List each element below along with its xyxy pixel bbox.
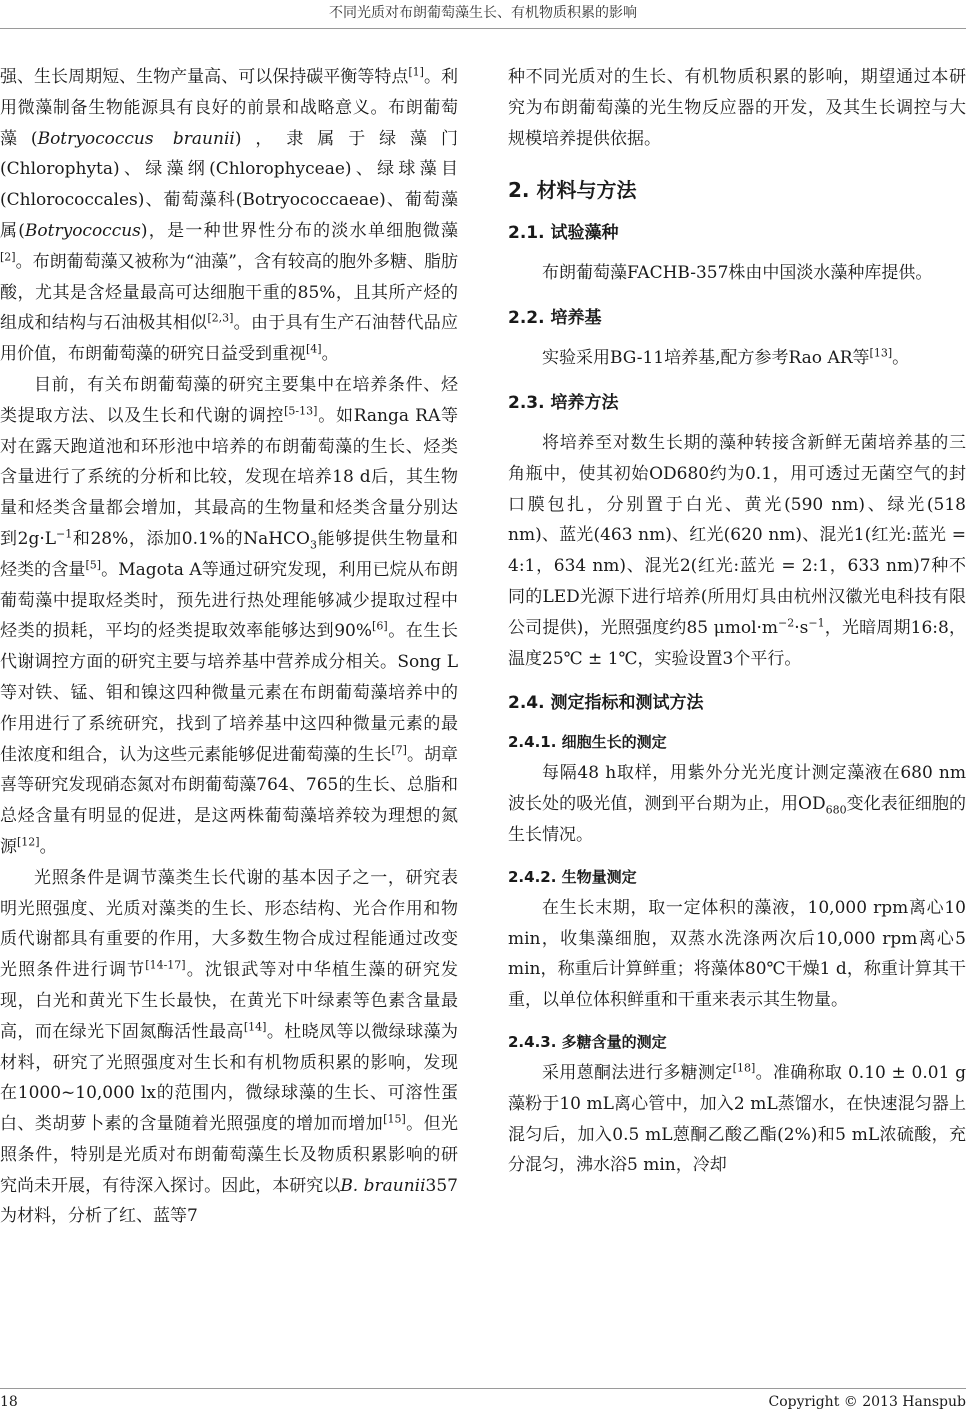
citation: [7]	[391, 742, 407, 756]
text: 。布朗葡萄藻又被称为“油藻”，含有较高的胞外多糖、脂肪酸，尤其是含烃量最高可达细胞干重的85%，且其所产烃的组成和结构与石油极其相似	[0, 251, 458, 334]
text: 能够提供生物量和烃类的含量	[0, 528, 458, 580]
citation: [14-17]	[145, 958, 186, 972]
text: )，是一种世界性分布的淡水单细胞微藻	[140, 220, 458, 241]
text: ，光暗周期16:8，温度25℃ ± 1℃，实验设置3个平行。	[508, 617, 966, 669]
text: 。如Ranga RA等对在露天跑道池和环形池中培养的布朗葡萄藻的生长、烃类含量进行了系统的分析和比较，发现在培养18 d后，其生物量和烃类含量都会增加，其最高的生物量和烃类含量分别达到2g·L	[0, 405, 459, 549]
paragraph-biomass: 在生长末期，取一定体积的藻液，10,000 rpm离心10 min，收集藻细胞，双蒸水洗涤两次后10,000 rpm离心5 min，称重后计算鲜重；将藻体80℃干燥1 d，称重计算其干重，以单位体积鲜重和干重来表示其生物量。	[508, 897, 966, 1011]
citation: [15]	[383, 1112, 406, 1126]
paragraph-intro-2	[0, 370, 458, 863]
species-name: Botryococcus braunii	[37, 128, 235, 149]
text: 。利用微藻制备生物能源具有良好的前景和战略意义。布朗葡萄藻(	[0, 67, 458, 149]
page-footer	[0, 1388, 966, 1413]
citation: [2,3]	[207, 311, 234, 325]
text: ·s	[794, 617, 809, 638]
citation: [13]	[869, 346, 893, 360]
citation: [5-13]	[284, 404, 318, 418]
copyright: Copyright © 2013 Hanspub	[768, 1394, 966, 1410]
text: 目前，有关布朗葡萄藻的研究主要集中在培养条件、烃类提取方法、以及生长和代谢的调控	[0, 374, 458, 426]
section-heading-2-4-3: 2.4.3. 多糖含量的测定	[508, 1032, 667, 1051]
superscript: −1	[56, 527, 73, 541]
text: 变化表征细胞的生长情况。	[508, 794, 966, 845]
text: 。在生长代谢调控方面的研究主要与培养基中营养成分相关。Song L等对铁、锰、钼和镍这四种微量元素在布朗葡萄藻培养中的作用进行了系统研究，找到了培养基中这四种微量元素的最佳浓度和组合，认为这些元素能够促进葡萄藻的生长	[0, 621, 458, 765]
section-heading-2-4-2: 2.4.2. 生物量测定	[508, 867, 637, 886]
text: 。胡章喜等研究发现硝态氮对布朗葡萄藻764、765的生长、总脂和总烃含量有明显的促进，是这两株葡萄藻培养较为理想的氮源	[0, 744, 458, 857]
citation: [5]	[85, 558, 102, 572]
genus-name: Botryococcus	[24, 220, 141, 241]
citation: [18]	[732, 1061, 756, 1075]
page-number: 18	[0, 1394, 18, 1410]
text: 强、生长周期短、生物产量高、可以保持碳平衡等特点	[0, 67, 409, 87]
citation: [6]	[372, 619, 388, 633]
text: 采用蒽酮法进行多糖测定	[542, 1062, 733, 1083]
section-heading-2-1: 2.1. 试验藻种	[508, 223, 619, 244]
text: 实验采用BG-11培养基,配方参考Rao AR等	[542, 348, 870, 369]
text: 357为材料，分析了红、蓝等7	[0, 1175, 458, 1227]
running-head: 不同光质对布朗葡萄藻生长、有机物质积累的影响	[0, 0, 966, 29]
text: 每隔48 h取样，用紫外分光光度计测定藻液在680 nm波长处的吸光值，测到平台期为止，用OD	[508, 763, 966, 815]
paragraph-intro-1	[0, 62, 458, 370]
subscript: 3	[309, 538, 317, 552]
right-column	[508, 62, 966, 1181]
section-heading-2-2: 2.2. 培养基	[508, 308, 602, 329]
paragraph-polysaccharide	[508, 1058, 966, 1181]
citation: [1]	[408, 65, 424, 79]
superscript: −1	[808, 616, 825, 630]
text: 。Magota A等通过研究发现，利用已烷从布朗葡萄藻中提取烃类时，预先进行热处理能够减少提取过程中烃类的损耗，平均的烃类提取效率能够达到90%	[0, 559, 459, 642]
citation: [4]	[306, 342, 322, 356]
paragraph-strain: 布朗葡萄藻FACHB-357株由中国淡水藻种库提供。	[542, 263, 933, 284]
paragraph-medium	[508, 343, 966, 374]
superscript: −2	[778, 616, 795, 630]
text: )，隶属于绿藻门(Chlorophyta)、绿藻纲(Chlorophyceae)、绿球藻目(Chlorococcales)、葡萄藻科(Botryococcaeae)、葡萄藻属(	[0, 128, 458, 241]
paragraph-culture-method	[508, 428, 966, 674]
text: 将培养至对数生长期的藻种转接含新鲜无菌培养基的三角瓶中，使其初始OD680约为0.1，用可透过无菌空气的封口膜包扎，分别置于白光、黄光(590 nm)、绿光(518 nm)、蓝光(463 nm)、红光(620 nm)、混光1(红光:蓝光 = 4:1，634 nm)、混光2(红光:蓝光 = 2:1，633 nm)7种不同的LED光源下进行培养(所用灯具由杭州汉徽光电科技有限公司提供)，光照强度约85 μmol·m	[508, 432, 966, 638]
text: 。沈银武等对中华植生藻的研究发现，白光和黄光下生长最快，在黄光下叶绿素等色素含量最高，而在绿光下固氮酶活性最高	[0, 960, 459, 1042]
left-column	[0, 62, 458, 1232]
citation: [14]	[243, 1020, 267, 1034]
text: 。杜晓凤等以微绿球藻为材料，研究了光照强度对生长和有机物质积累的影响，发现在1000~10,000 lx的范围内，微绿球藻的生长、可溶性蛋白、类胡萝卜素的含量随着光照强度的增加而增加	[0, 1021, 459, 1135]
section-heading-2-4-1: 2.4.1. 细胞生长的测定	[508, 733, 667, 752]
text: 。	[39, 836, 57, 857]
text: 光照条件是调节藻类生长代谢的基本因子之一，研究表明光照强度、光质对藻类的生长、形态结构、光合作用和物质代谢都具有重要的作用，大多数生物合成过程能通过改变光照条件进行调节	[0, 867, 458, 981]
species-name: B. braunii	[340, 1175, 426, 1196]
subscript: 680	[825, 803, 847, 817]
paragraph-intro-end: 种不同光质对的生长、有机物质积累的影响，期望通过本研究为布朗葡萄藻的光生物反应器的开发，及其生长调控与大规模培养提供依据。	[508, 67, 966, 149]
text: 。	[321, 344, 339, 365]
citation: [12]	[17, 835, 40, 849]
text: 。但光照条件，特别是光质对布朗葡萄藻生长及物质积累影响的研究尚未开展，有待深入探讨。因此，本研究以	[0, 1114, 459, 1196]
text: 和28%，添加0.1%的NaHCO	[72, 528, 310, 549]
section-heading-2-3: 2.3. 培养方法	[508, 392, 619, 413]
paragraph-intro-3	[0, 863, 458, 1233]
text: 。由于具有生产石油替代品应用价值，布朗葡萄藻的研究日益受到重视	[0, 313, 459, 365]
text: 。	[892, 348, 910, 369]
section-heading-2-4: 2.4. 测定指标和测试方法	[508, 693, 704, 714]
paragraph-cell-growth	[508, 758, 966, 850]
section-heading-2: 2. 材料与方法	[508, 178, 637, 203]
text: 。准确称取 0.10 ± 0.01 g藻粉于10 mL离心管中，加入2 mL蒸馏水，在快速混匀器上混匀后，加入0.5 mL蒽酮乙酸乙酯(2%)和5 mL浓硫酸，充分混匀，沸水浴5 min，冷却	[508, 1062, 966, 1176]
citation: [2]	[0, 250, 16, 264]
